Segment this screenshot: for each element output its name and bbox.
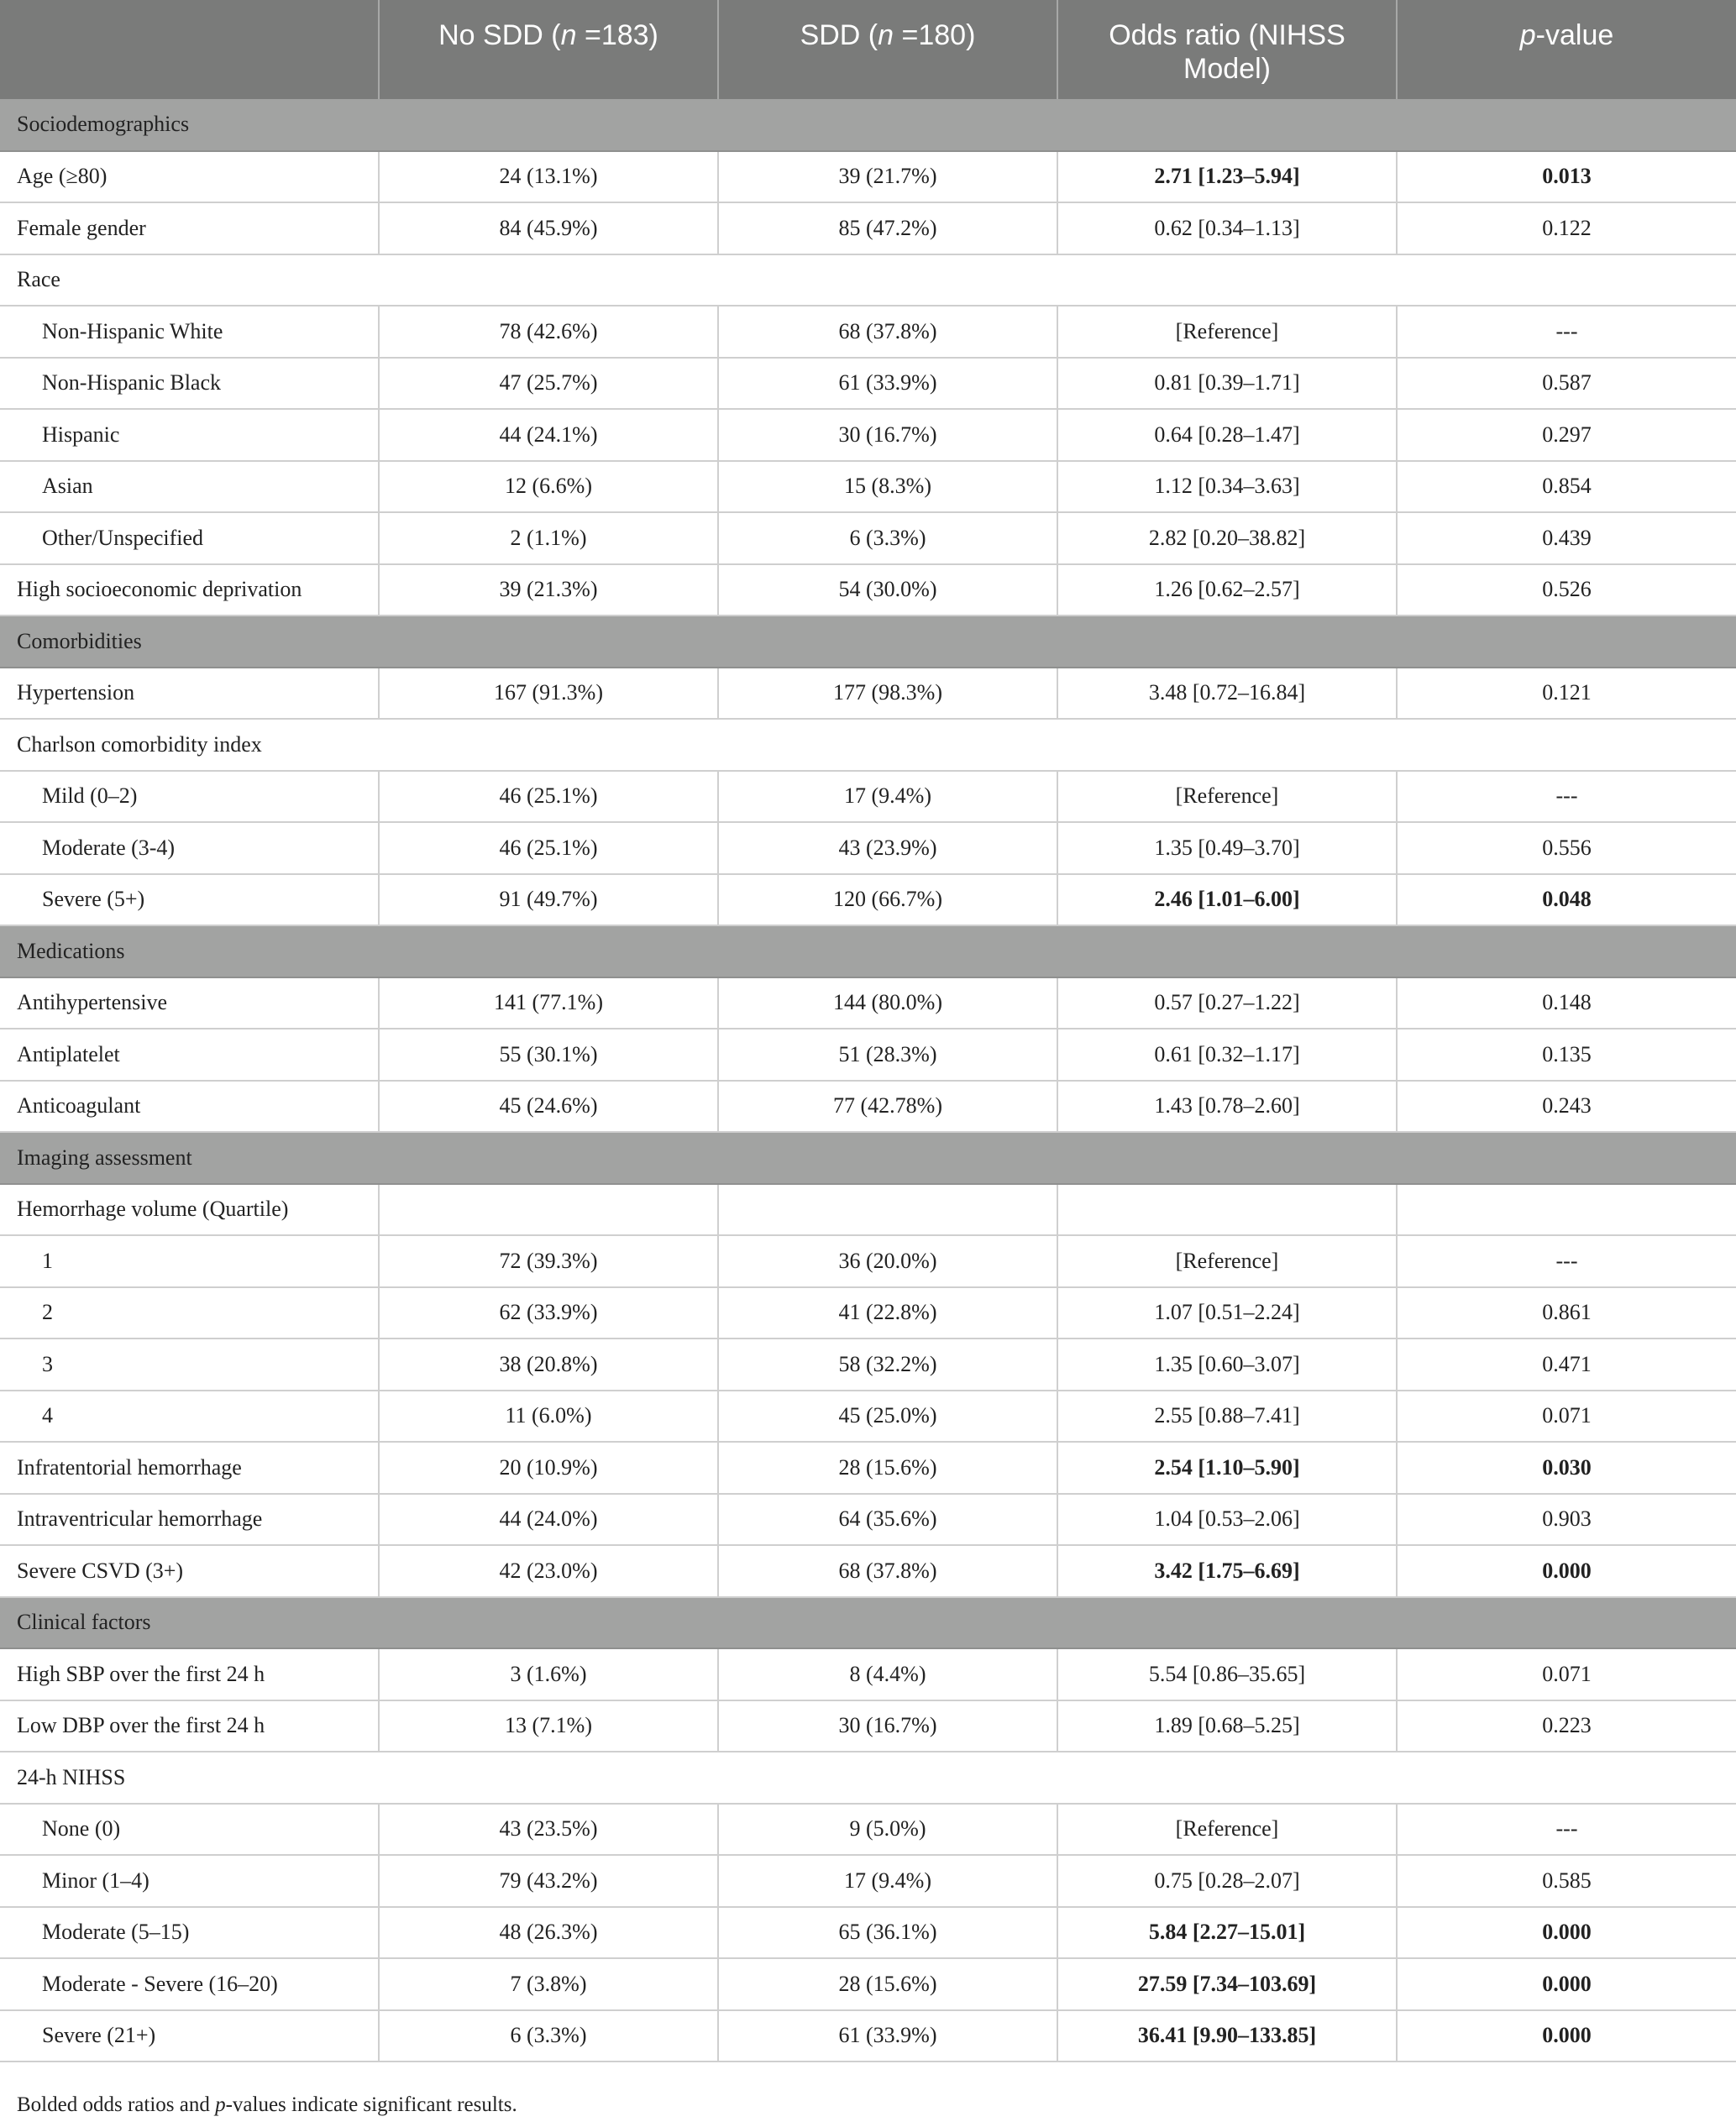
section-title: Clinical factors: [0, 1597, 1736, 1649]
odds-ratio-cell: 0.64 [0.28–1.47]: [1057, 409, 1397, 461]
row-label: Intraventricular hemorrhage: [0, 1494, 379, 1546]
header-variable: [0, 0, 379, 99]
sdd-cell: 68 (37.8%): [718, 1545, 1057, 1597]
table-body: [0, 99, 1736, 2062]
section-title: Comorbidities: [0, 616, 1736, 668]
odds-ratio-cell: 2.55 [0.88–7.41]: [1057, 1391, 1397, 1443]
row-label: High SBP over the first 24 h: [0, 1648, 379, 1700]
row-label: 3: [0, 1339, 379, 1391]
no-sdd-cell: 2 (1.1%): [379, 512, 718, 564]
group-label: 24-h NIHSS: [0, 1752, 1736, 1804]
no-sdd-cell: 167 (91.3%): [379, 668, 718, 720]
table-row: [0, 306, 1736, 358]
row-label: Severe CSVD (3+): [0, 1545, 379, 1597]
table-row: [0, 977, 1736, 1029]
sdd-cell: 51 (28.3%): [718, 1029, 1057, 1081]
odds-ratio-cell: [Reference]: [1057, 1804, 1397, 1856]
p-value-cell: 0.297: [1397, 409, 1736, 461]
header-row: [0, 0, 1736, 99]
p-value-cell: 0.135: [1397, 1029, 1736, 1081]
p-value-cell: 0.439: [1397, 512, 1736, 564]
section-header-row: [0, 99, 1736, 151]
footnote-pre: Bolded odds ratios and: [17, 2093, 216, 2116]
odds-ratio-cell: 1.43 [0.78–2.60]: [1057, 1081, 1397, 1133]
p-value-cell: 0.071: [1397, 1648, 1736, 1700]
table-row: [0, 1339, 1736, 1391]
empty-cell: [1397, 1184, 1736, 1236]
no-sdd-cell: 13 (7.1%): [379, 1700, 718, 1752]
table-row: [0, 771, 1736, 823]
p-value-cell: 0.000: [1397, 1958, 1736, 2010]
sdd-cell: 8 (4.4%): [718, 1648, 1057, 1700]
row-label: 4: [0, 1391, 379, 1443]
table-row: [0, 2010, 1736, 2062]
sdd-cell: 77 (42.78%): [718, 1081, 1057, 1133]
header-sdd-pre: SDD (: [800, 19, 878, 51]
table-row: [0, 1855, 1736, 1907]
no-sdd-cell: 7 (3.8%): [379, 1958, 718, 2010]
table-row: [0, 1029, 1736, 1081]
sdd-cell: 17 (9.4%): [718, 771, 1057, 823]
p-value-cell: ---: [1397, 1804, 1736, 1856]
sdd-cell: 39 (21.7%): [718, 151, 1057, 203]
odds-ratio-cell: 27.59 [7.34–103.69]: [1057, 1958, 1397, 2010]
sdd-cell: 36 (20.0%): [718, 1235, 1057, 1287]
section-title: Imaging assessment: [0, 1132, 1736, 1184]
section-title: Medications: [0, 925, 1736, 977]
table-row: [0, 409, 1736, 461]
no-sdd-cell: 84 (45.9%): [379, 202, 718, 254]
no-sdd-cell: 44 (24.1%): [379, 409, 718, 461]
no-sdd-cell: 6 (3.3%): [379, 2010, 718, 2062]
table-row: [0, 1958, 1736, 2010]
row-label: Non-Hispanic Black: [0, 358, 379, 410]
no-sdd-cell: 42 (23.0%): [379, 1545, 718, 1597]
row-label: Other/Unspecified: [0, 512, 379, 564]
header-sdd-post: =180): [894, 19, 976, 51]
odds-ratio-cell: 2.54 [1.10–5.90]: [1057, 1442, 1397, 1494]
header-p-letter: p: [1519, 19, 1536, 51]
sdd-cell: 30 (16.7%): [718, 409, 1057, 461]
sdd-cell: 177 (98.3%): [718, 668, 1057, 720]
row-label: Severe (5+): [0, 874, 379, 926]
odds-ratio-cell: 5.84 [2.27–15.01]: [1057, 1907, 1397, 1959]
table-row: [0, 1391, 1736, 1443]
row-label: Anticoagulant: [0, 1081, 379, 1133]
group-label: Race: [0, 254, 1736, 306]
sdd-cell: 58 (32.2%): [718, 1339, 1057, 1391]
sdd-cell: 43 (23.9%): [718, 822, 1057, 874]
section-title: Sociodemographics: [0, 99, 1736, 151]
row-label: Low DBP over the first 24 h: [0, 1700, 379, 1752]
odds-ratio-cell: 1.12 [0.34–3.63]: [1057, 461, 1397, 513]
p-value-cell: ---: [1397, 771, 1736, 823]
table-row: [0, 822, 1736, 874]
sdd-cell: 144 (80.0%): [718, 977, 1057, 1029]
table-row: [0, 1545, 1736, 1597]
table-row: [0, 151, 1736, 203]
no-sdd-cell: 38 (20.8%): [379, 1339, 718, 1391]
odds-ratio-cell: 1.35 [0.49–3.70]: [1057, 822, 1397, 874]
no-sdd-cell: 55 (30.1%): [379, 1029, 718, 1081]
no-sdd-cell: 43 (23.5%): [379, 1804, 718, 1856]
no-sdd-cell: 39 (21.3%): [379, 564, 718, 616]
no-sdd-cell: 47 (25.7%): [379, 358, 718, 410]
odds-ratio-cell: 2.82 [0.20–38.82]: [1057, 512, 1397, 564]
odds-ratio-cell: 2.71 [1.23–5.94]: [1057, 151, 1397, 203]
no-sdd-cell: 72 (39.3%): [379, 1235, 718, 1287]
row-label: Hispanic: [0, 409, 379, 461]
p-value-cell: 0.903: [1397, 1494, 1736, 1546]
sdd-cell: 61 (33.9%): [718, 2010, 1057, 2062]
no-sdd-cell: 11 (6.0%): [379, 1391, 718, 1443]
no-sdd-cell: 3 (1.6%): [379, 1648, 718, 1700]
no-sdd-cell: 62 (33.9%): [379, 1287, 718, 1339]
footnote-p: p: [215, 2093, 226, 2116]
p-value-cell: 0.471: [1397, 1339, 1736, 1391]
sdd-cell: 85 (47.2%): [718, 202, 1057, 254]
p-value-cell: 0.000: [1397, 2010, 1736, 2062]
p-value-cell: 0.000: [1397, 1545, 1736, 1597]
group-label-row: [0, 1184, 1736, 1236]
row-label: Moderate (5–15): [0, 1907, 379, 1959]
row-label: Severe (21+): [0, 2010, 379, 2062]
table-footnote: [17, 2093, 517, 2117]
group-label-row: [0, 719, 1736, 771]
table-header: [0, 0, 1736, 99]
sdd-cell: 6 (3.3%): [718, 512, 1057, 564]
p-value-cell: 0.243: [1397, 1081, 1736, 1133]
table-row: [0, 1081, 1736, 1133]
sdd-cell: 28 (15.6%): [718, 1442, 1057, 1494]
odds-ratio-cell: 36.41 [9.90–133.85]: [1057, 2010, 1397, 2062]
table-row: [0, 461, 1736, 513]
footnote-post: -values indicate significant results.: [225, 2093, 517, 2116]
odds-ratio-cell: 3.48 [0.72–16.84]: [1057, 668, 1397, 720]
no-sdd-cell: 48 (26.3%): [379, 1907, 718, 1959]
p-value-cell: 0.013: [1397, 151, 1736, 203]
sdd-cell: 15 (8.3%): [718, 461, 1057, 513]
row-label: Female gender: [0, 202, 379, 254]
odds-ratio-cell: 1.04 [0.53–2.06]: [1057, 1494, 1397, 1546]
no-sdd-cell: 46 (25.1%): [379, 822, 718, 874]
row-label: Non-Hispanic White: [0, 306, 379, 358]
section-header-row: [0, 925, 1736, 977]
header-sdd-n: n: [878, 19, 894, 51]
p-value-cell: 0.587: [1397, 358, 1736, 410]
p-value-cell: ---: [1397, 306, 1736, 358]
section-header-row: [0, 1132, 1736, 1184]
header-p-value-post: -value: [1535, 19, 1614, 51]
header-no-sdd: [379, 0, 718, 99]
header-no-sdd-pre: No SDD (: [438, 19, 561, 51]
row-label: 1: [0, 1235, 379, 1287]
sdd-cell: 68 (37.8%): [718, 306, 1057, 358]
group-label: Charlson comorbidity index: [0, 719, 1736, 771]
no-sdd-cell: 45 (24.6%): [379, 1081, 718, 1133]
group-label-row: [0, 254, 1736, 306]
header-odds-ratio-line1: Odds ratio (NIHSS: [1109, 19, 1345, 51]
p-value-cell: 0.000: [1397, 1907, 1736, 1959]
no-sdd-cell: 141 (77.1%): [379, 977, 718, 1029]
row-label: Infratentorial hemorrhage: [0, 1442, 379, 1494]
header-no-sdd-n: n: [560, 19, 577, 51]
no-sdd-cell: 20 (10.9%): [379, 1442, 718, 1494]
p-value-cell: 0.223: [1397, 1700, 1736, 1752]
table-row: [0, 202, 1736, 254]
row-label: Asian: [0, 461, 379, 513]
sdd-cell: 41 (22.8%): [718, 1287, 1057, 1339]
table-row: [0, 1804, 1736, 1856]
sdd-cell: 45 (25.0%): [718, 1391, 1057, 1443]
p-value-cell: ---: [1397, 1235, 1736, 1287]
p-value-cell: 0.048: [1397, 874, 1736, 926]
sdd-cell: 54 (30.0%): [718, 564, 1057, 616]
section-header-row: [0, 1597, 1736, 1649]
table-row: [0, 1494, 1736, 1546]
sdd-cell: 61 (33.9%): [718, 358, 1057, 410]
sdd-cell: 65 (36.1%): [718, 1907, 1057, 1959]
table-row: [0, 1907, 1736, 1959]
odds-ratio-cell: [Reference]: [1057, 306, 1397, 358]
row-label: Antihypertensive: [0, 977, 379, 1029]
no-sdd-cell: 46 (25.1%): [379, 771, 718, 823]
row-label: Moderate (3-4): [0, 822, 379, 874]
row-label: Mild (0–2): [0, 771, 379, 823]
header-sdd: [718, 0, 1057, 99]
p-value-cell: 0.854: [1397, 461, 1736, 513]
sdd-cell: 17 (9.4%): [718, 1855, 1057, 1907]
row-label: 2: [0, 1287, 379, 1339]
header-odds-ratio-line2: Model): [1183, 53, 1271, 85]
row-label: Antiplatelet: [0, 1029, 379, 1081]
odds-ratio-cell: 0.62 [0.34–1.13]: [1057, 202, 1397, 254]
table-row: [0, 874, 1736, 926]
odds-ratio-cell: 0.57 [0.27–1.22]: [1057, 977, 1397, 1029]
no-sdd-cell: 78 (42.6%): [379, 306, 718, 358]
no-sdd-cell: 12 (6.6%): [379, 461, 718, 513]
odds-ratio-cell: [Reference]: [1057, 1235, 1397, 1287]
table-row: [0, 1648, 1736, 1700]
header-p-value: [1397, 0, 1736, 99]
no-sdd-cell: 79 (43.2%): [379, 1855, 718, 1907]
table-row: [0, 1700, 1736, 1752]
odds-ratio-cell: 1.35 [0.60–3.07]: [1057, 1339, 1397, 1391]
header-odds-ratio: [1057, 0, 1397, 99]
table-row: [0, 1442, 1736, 1494]
header-no-sdd-post: =183): [576, 19, 658, 51]
row-label: Moderate - Severe (16–20): [0, 1958, 379, 2010]
odds-ratio-cell: 0.75 [0.28–2.07]: [1057, 1855, 1397, 1907]
row-label: None (0): [0, 1804, 379, 1856]
sdd-cell: 30 (16.7%): [718, 1700, 1057, 1752]
table-row: [0, 1235, 1736, 1287]
sdd-cell: 28 (15.6%): [718, 1958, 1057, 2010]
odds-ratio-cell: 0.81 [0.39–1.71]: [1057, 358, 1397, 410]
empty-cell: [718, 1184, 1057, 1236]
p-value-cell: 0.071: [1397, 1391, 1736, 1443]
empty-cell: [379, 1184, 718, 1236]
table-row: [0, 564, 1736, 616]
sdd-cell: 64 (35.6%): [718, 1494, 1057, 1546]
no-sdd-cell: 24 (13.1%): [379, 151, 718, 203]
empty-cell: [1057, 1184, 1397, 1236]
odds-ratio-cell: 1.89 [0.68–5.25]: [1057, 1700, 1397, 1752]
sdd-cell: 9 (5.0%): [718, 1804, 1057, 1856]
p-value-cell: 0.526: [1397, 564, 1736, 616]
odds-ratio-cell: 1.26 [0.62–2.57]: [1057, 564, 1397, 616]
no-sdd-cell: 91 (49.7%): [379, 874, 718, 926]
p-value-cell: 0.030: [1397, 1442, 1736, 1494]
row-label: High socioeconomic deprivation: [0, 564, 379, 616]
odds-ratio-cell: 2.46 [1.01–6.00]: [1057, 874, 1397, 926]
odds-ratio-cell: 5.54 [0.86–35.65]: [1057, 1648, 1397, 1700]
table-row: [0, 668, 1736, 720]
row-label: Age (≥80): [0, 151, 379, 203]
row-label: Minor (1–4): [0, 1855, 379, 1907]
p-value-cell: 0.148: [1397, 977, 1736, 1029]
group-label: Hemorrhage volume (Quartile): [0, 1184, 379, 1236]
section-header-row: [0, 616, 1736, 668]
odds-ratio-cell: 0.61 [0.32–1.17]: [1057, 1029, 1397, 1081]
table-row: [0, 1287, 1736, 1339]
p-value-cell: 0.556: [1397, 822, 1736, 874]
no-sdd-cell: 44 (24.0%): [379, 1494, 718, 1546]
p-value-cell: 0.121: [1397, 668, 1736, 720]
p-value-cell: 0.585: [1397, 1855, 1736, 1907]
p-value-cell: 0.861: [1397, 1287, 1736, 1339]
odds-ratio-cell: [Reference]: [1057, 771, 1397, 823]
group-label-row: [0, 1752, 1736, 1804]
p-value-cell: 0.122: [1397, 202, 1736, 254]
sdd-cell: 120 (66.7%): [718, 874, 1057, 926]
row-label: Hypertension: [0, 668, 379, 720]
odds-ratio-cell: 3.42 [1.75–6.69]: [1057, 1545, 1397, 1597]
odds-ratio-cell: 1.07 [0.51–2.24]: [1057, 1287, 1397, 1339]
table-row: [0, 512, 1736, 564]
table-row: [0, 358, 1736, 410]
